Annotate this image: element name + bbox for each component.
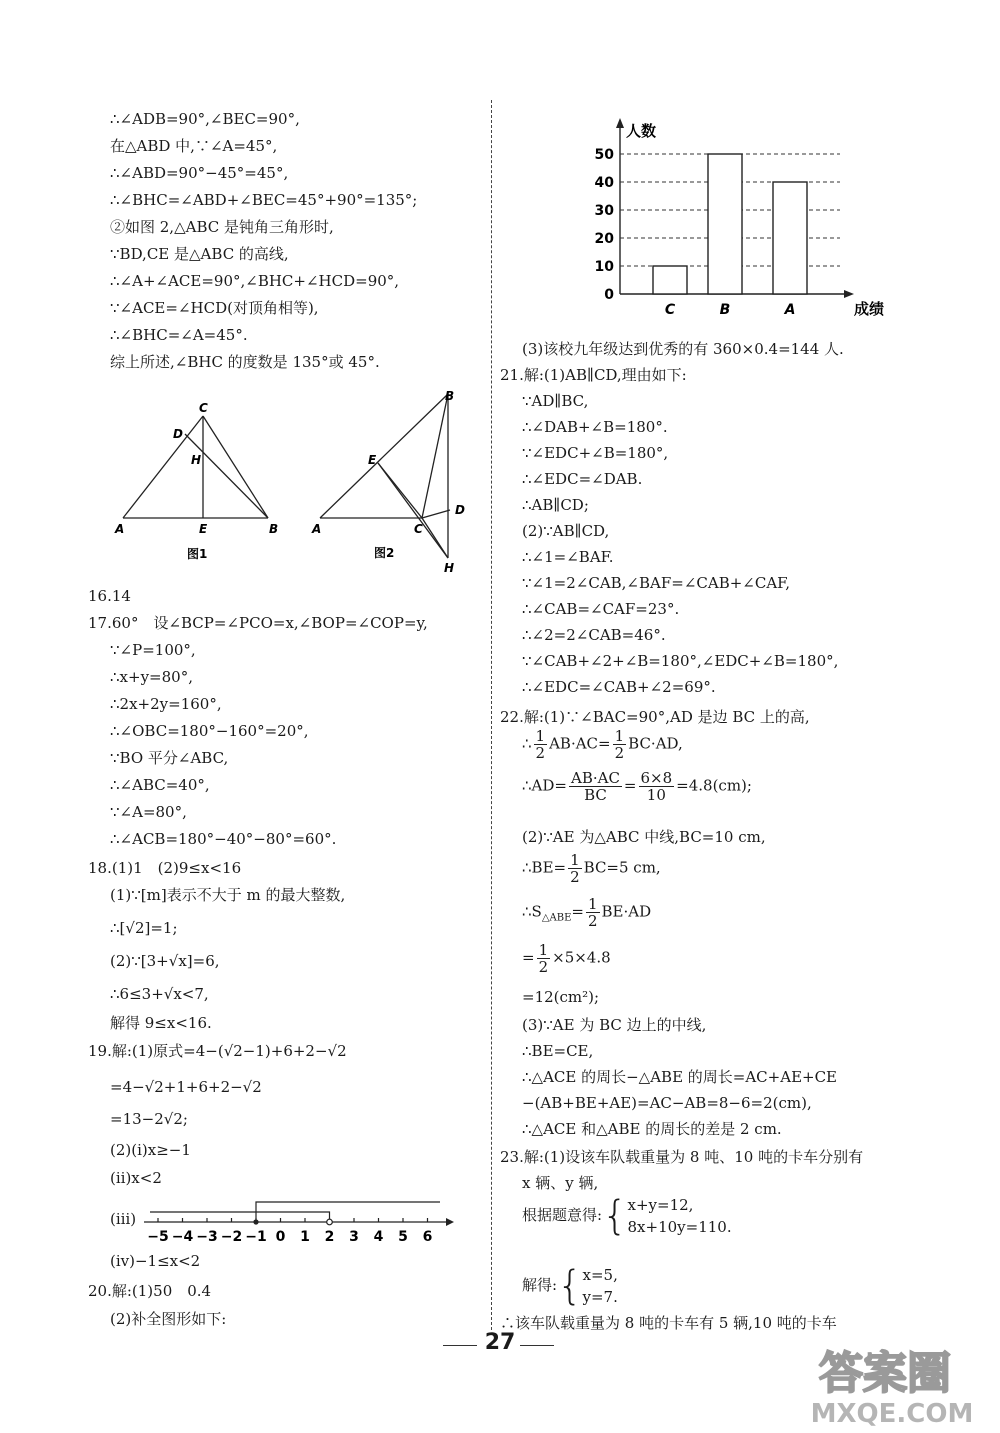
number-line xyxy=(140,1192,460,1252)
q23-line-4 xyxy=(522,1264,618,1308)
denominator: 2 xyxy=(570,868,580,886)
figure-2 xyxy=(310,390,490,575)
text: = xyxy=(522,948,535,967)
figure-1-caption: 图1 xyxy=(187,547,208,561)
equation: y=7. xyxy=(582,1288,618,1306)
eq22-line-2 xyxy=(522,770,752,803)
segment-cd xyxy=(422,510,450,518)
page-number: 27 xyxy=(484,1330,516,1355)
solution-line: (ⅳ)−1≤x<2 xyxy=(110,1252,201,1270)
fraction xyxy=(569,770,622,803)
text: ∴S xyxy=(522,902,542,921)
numerator: 1 xyxy=(535,727,546,745)
solution-line: (2)∵AB∥CD, xyxy=(522,522,610,540)
solution-line: 18.(1)1 (2)9≤x<16 xyxy=(88,859,242,877)
label-e: E xyxy=(199,522,208,536)
solution-line: ∵BD,CE 是△ABC 的高线, xyxy=(110,245,289,263)
equation: x+y=12, xyxy=(627,1196,694,1214)
numerator: 1 xyxy=(587,895,598,913)
y-tick-label: 40 xyxy=(594,175,614,191)
solution-line: 在△ABD 中,∵∠A=45°, xyxy=(110,137,278,155)
solution-line: ∵∠A=80°, xyxy=(110,803,187,821)
text: = xyxy=(623,776,637,795)
text: ∴该车队载重量为 8 吨的卡车有 5 辆,10 吨的卡车 xyxy=(500,1314,837,1332)
solution-line: 20.解:(1)50 0.4 xyxy=(88,1282,212,1300)
tick-label: 2 xyxy=(324,1229,335,1245)
denominator: 2 xyxy=(614,744,625,762)
equation: x=5, xyxy=(582,1266,618,1284)
page-number-dash-right xyxy=(520,1345,554,1346)
tick-label: 5 xyxy=(398,1229,408,1245)
eq22-line-12 xyxy=(522,1118,782,1140)
bar-b xyxy=(708,154,742,294)
eq22-line-6 xyxy=(522,942,611,975)
segment-bc xyxy=(422,394,448,518)
numerator: AB·AC xyxy=(570,769,620,787)
tick-label: −4 xyxy=(171,1229,194,1245)
solution-line: =4−√2+1+6+2−√2 xyxy=(110,1078,262,1096)
text: ∴BE= xyxy=(522,858,567,877)
tick-label: 6 xyxy=(422,1229,433,1245)
brace: { xyxy=(602,1193,628,1239)
segment-eh xyxy=(378,463,448,558)
text: x 辆、y 辆, xyxy=(522,1174,599,1192)
text: 解得: xyxy=(522,1276,558,1294)
eq22-line-4 xyxy=(522,852,661,885)
solution-line: ∴∠EDC=∠DAB. xyxy=(522,470,643,488)
solution-line: (3)该校九年级达到优秀的有 360×0.4=144 人. xyxy=(522,340,844,358)
label-a: A xyxy=(115,522,125,536)
bar-c xyxy=(653,266,687,294)
label-e: E xyxy=(368,453,377,467)
hollow-dot xyxy=(327,1219,333,1225)
solution-line: ∴∠OBC=180°−160°=20°, xyxy=(110,722,309,740)
numerator: 1 xyxy=(538,941,549,959)
text: (2)∵AE 为△ABC 中线,BC=10 cm, xyxy=(522,828,766,846)
tick-label: 0 xyxy=(275,1229,286,1245)
number-line-label: (ⅲ) xyxy=(110,1210,137,1228)
solution-line: ∴∠ACB=180°−40°−80°=60°. xyxy=(110,830,337,848)
solution-line: ∴AB∥CD; xyxy=(522,496,589,514)
text: ∴△ACE 和△ABE 的周长的差是 2 cm. xyxy=(522,1120,782,1138)
solution-line: ∴∠EDC=∠CAB+∠2=69°. xyxy=(522,678,716,696)
column-divider xyxy=(491,100,492,1330)
text: BC=5 cm, xyxy=(583,858,661,877)
text: ∴△ACE 的周长−△ABE 的周长=AC+AE+CE xyxy=(522,1068,838,1086)
solution-line: ∵∠P=100°, xyxy=(110,641,196,659)
text: ∴BE=CE, xyxy=(522,1042,594,1060)
eq22-line-8 xyxy=(522,1014,706,1036)
numerator: 1 xyxy=(570,851,580,869)
y-axis-arrow xyxy=(616,118,624,128)
watermark-logo xyxy=(780,1340,995,1430)
label-b: B xyxy=(269,522,279,536)
eq22-line-11 xyxy=(522,1092,812,1114)
bar-chart xyxy=(585,114,885,339)
denominator: 2 xyxy=(587,912,598,930)
fraction xyxy=(534,728,548,761)
figure-1 xyxy=(113,400,293,585)
solution-line: ∴∠DAB+∠B=180°. xyxy=(522,418,668,436)
tick-label: −3 xyxy=(196,1229,218,1245)
axis-arrow xyxy=(446,1218,454,1226)
bar-a xyxy=(773,182,807,294)
segment-ac xyxy=(123,416,203,518)
text: ∴ xyxy=(522,734,532,753)
text: BC·AD, xyxy=(628,734,683,753)
solution-line: 解得 9≤x<16. xyxy=(110,1014,212,1032)
eq22-line-9 xyxy=(522,1040,593,1062)
x-axis-arrow xyxy=(844,290,854,298)
ray-x-lt-2 xyxy=(150,1212,330,1222)
label-d: D xyxy=(173,427,183,441)
solution-line: ∴∠A+∠ACE=90°,∠BHC+∠HCD=90°, xyxy=(110,272,400,290)
y-axis-label: 人数 xyxy=(626,122,657,140)
x-tick-label: C xyxy=(664,302,676,318)
segment-bd xyxy=(185,434,268,518)
solution-line: ∵∠ACE=∠HCD(对顶角相等), xyxy=(110,299,319,317)
numerator: 1 xyxy=(614,727,625,745)
solution-line: ∴∠BHC=∠A=45°. xyxy=(110,326,248,344)
text: ×5×4.8 xyxy=(552,948,611,967)
watermark-title: 答案圈 xyxy=(819,1348,951,1399)
solution-line: ②如图 2,△ABC 是钝角三角形时, xyxy=(110,218,334,236)
denominator: 10 xyxy=(646,786,666,804)
y-tick-label: 0 xyxy=(604,287,614,303)
q23-line-1 xyxy=(500,1146,863,1168)
eq22-line-1 xyxy=(522,728,683,761)
text: AB·AC= xyxy=(549,734,611,753)
solution-line: ∵∠1=2∠CAB,∠BAF=∠CAB+∠CAF, xyxy=(522,574,791,592)
solution-line: ∴∠BHC=∠ABD+∠BEC=45°+90°=135°; xyxy=(110,191,418,209)
denominator: 2 xyxy=(535,744,546,762)
solution-line: ∴∠ABC=40°, xyxy=(110,776,210,794)
solution-line: ∵BO 平分∠ABC, xyxy=(110,749,229,767)
eq22-line-7 xyxy=(522,986,599,1008)
text: =12(cm²); xyxy=(522,988,600,1006)
y-tick-label: 20 xyxy=(594,231,614,247)
solution-line: (1)∵[m]表示不大于 m 的最大整数, xyxy=(110,886,346,904)
label-c: C xyxy=(199,401,208,415)
label-h: H xyxy=(191,453,202,467)
label-h: H xyxy=(444,561,455,575)
solution-line: 综上所述,∠BHC 的度数是 135°或 45°. xyxy=(110,353,380,371)
equation: 8x+10y=110. xyxy=(627,1218,732,1236)
text: BE·AD xyxy=(601,902,652,921)
fraction xyxy=(568,852,582,885)
text: = xyxy=(571,902,584,921)
text: −(AB+BE+AE)=AC−AB=8−6=2(cm), xyxy=(522,1094,812,1112)
solution-line: (ⅱ)x<2 xyxy=(110,1169,162,1187)
solid-dot xyxy=(253,1219,258,1224)
eq22-line-5 xyxy=(522,896,651,930)
solution-line: ∴∠ABD=90°−45°=45°, xyxy=(110,164,289,182)
fraction xyxy=(586,896,600,929)
tick-label: −5 xyxy=(147,1229,169,1245)
solution-line: ∴[√2]=1; xyxy=(110,919,178,937)
x-axis-label: 成绩 xyxy=(854,300,885,318)
q23-line-3 xyxy=(522,1194,732,1238)
solution-line: (2)补全图形如下: xyxy=(110,1310,227,1328)
tick-label: −2 xyxy=(220,1229,243,1245)
x-tick-label: B xyxy=(719,302,731,318)
solution-line: 22.解:(1)∵∠BAC=90°,AD 是边 BC 上的高, xyxy=(500,708,810,726)
text: =4.8(cm); xyxy=(676,776,752,795)
equation-system xyxy=(583,1264,618,1308)
numerator: 6×8 xyxy=(640,769,673,787)
label-b: B xyxy=(445,390,455,403)
solution-line: 21.解:(1)AB∥CD,理由如下: xyxy=(500,366,687,384)
q23-line-2 xyxy=(522,1172,598,1194)
text: ∴AD= xyxy=(522,776,567,795)
solution-line: ∴6≤3+√x<7, xyxy=(110,985,209,1003)
solution-line: ∴∠1=∠BAF. xyxy=(522,548,614,566)
label-a: A xyxy=(312,522,322,536)
solution-line: (2)∵[3+√x]=6, xyxy=(110,952,220,970)
text: 23.解:(1)设该车队载重量为 8 吨、10 吨的卡车分别有 xyxy=(500,1148,864,1166)
solution-line: ∴∠CAB=∠CAF=23°. xyxy=(522,600,680,618)
brace: { xyxy=(557,1263,583,1309)
subscript: △ABE xyxy=(541,912,572,924)
fraction xyxy=(537,942,551,975)
fraction xyxy=(639,770,675,803)
eq22-line-3 xyxy=(522,826,766,848)
tick-label: 1 xyxy=(300,1229,310,1245)
eq22-line-10 xyxy=(522,1066,837,1088)
solution-line: ∴∠ADB=90°,∠BEC=90°, xyxy=(110,110,300,128)
y-tick-label: 50 xyxy=(594,147,614,163)
x-tick-label: A xyxy=(784,302,796,318)
solution-line: ∵∠CAB+∠2+∠B=180°,∠EDC+∠B=180°, xyxy=(522,652,839,670)
y-tick-label: 30 xyxy=(594,203,614,219)
solution-line: ∴x+y=80°, xyxy=(110,668,193,686)
tick-label: −1 xyxy=(245,1229,267,1245)
equation-system xyxy=(628,1194,732,1238)
solution-line: ∴2x+2y=160°, xyxy=(110,695,222,713)
solution-line: 17.60° 设∠BCP=∠PCO=x,∠BOP=∠COP=y, xyxy=(88,614,428,632)
solution-line: ∴∠2=2∠CAB=46°. xyxy=(522,626,666,644)
text: (3)∵AE 为 BC 边上的中线, xyxy=(522,1016,707,1034)
solution-line: 16.14 xyxy=(88,587,131,605)
label-d: D xyxy=(455,503,465,517)
denominator: BC xyxy=(584,786,607,804)
watermark-url: MXQE.COM xyxy=(810,1399,974,1429)
label-c: C xyxy=(414,522,423,536)
fraction xyxy=(613,728,627,761)
tick-label: 4 xyxy=(373,1229,384,1245)
segment-ab xyxy=(320,394,448,518)
solution-line: 19.解:(1)原式=4−(√2−1)+6+2−√2 xyxy=(88,1042,347,1060)
solution-line: ∵AD∥BC, xyxy=(522,392,589,410)
figure-2-caption: 图2 xyxy=(374,546,395,560)
y-tick-label: 10 xyxy=(594,259,614,275)
segment-bc xyxy=(203,416,268,518)
denominator: 2 xyxy=(538,958,549,976)
solution-line: (2)(ⅰ)x≥−1 xyxy=(110,1141,191,1159)
solution-line: =13−2√2; xyxy=(110,1110,188,1128)
text: 根据题意得: xyxy=(522,1206,603,1224)
tick-label: 3 xyxy=(349,1229,359,1245)
solution-line: ∵∠EDC+∠B=180°, xyxy=(522,444,669,462)
